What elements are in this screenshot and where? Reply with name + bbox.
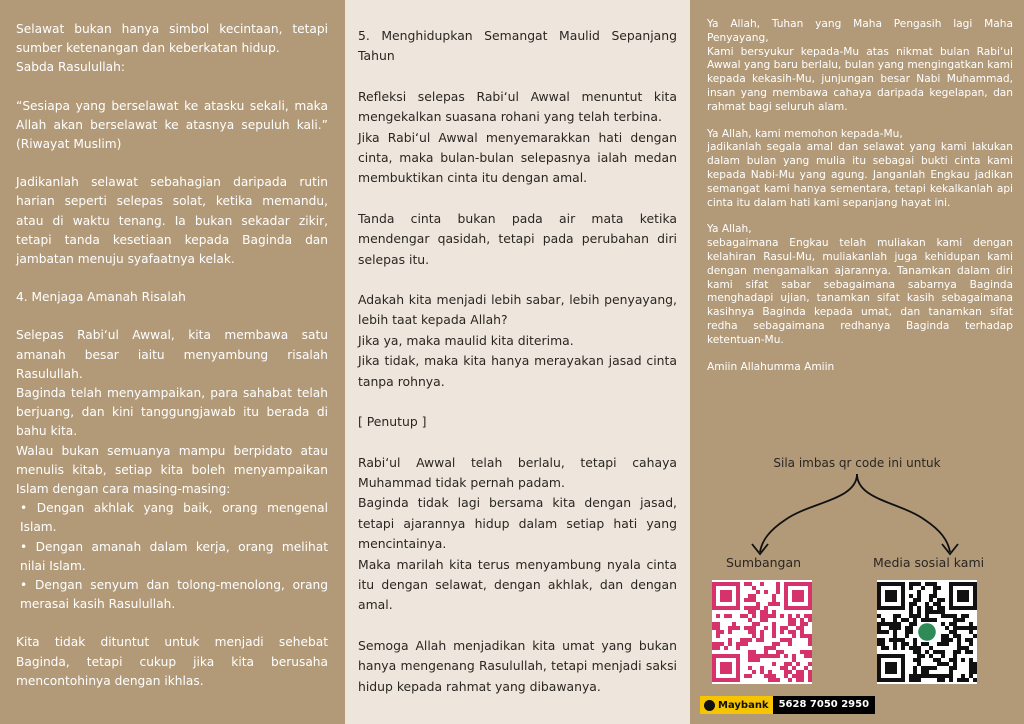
closing-heading: [ Penutup ]	[358, 414, 427, 430]
section-5-heading: 5. Menghidupkan Semangat Maulid Sepanjang Tahun	[358, 28, 677, 64]
left-paragraph-4: Baginda telah menyampaikan, para sahabat telah berjuang, dan kini tanggungjawab itu berada di bahu kita.	[16, 386, 328, 439]
doa-1-body: Kami bersyukur kepada-Mu atas nikmat bulan Rabi‘ul Awwal yang baru berlalu, bulan yang mengingatkan kami kepada kekasih-Mu, junjungan besar Nabi Muhammad, insan yang membawa cahaya daripada kegelapan, dan rahmat bagi seluruh alam.	[707, 45, 1013, 113]
middle-paragraph-1: Refleksi selepas Rabi‘ul Awwal menuntut kita mengekalkan suasana rohani yang telah terbina.	[358, 88, 677, 125]
middle-paragraph-7: Rabi‘ul Awwal telah berlalu, tetapi cahaya Muhammad tidak pernah padam.	[358, 454, 677, 490]
bullet-item: • Dengan amanah dalam kerja, orang melihat nilai Islam.	[20, 539, 328, 573]
middle-paragraph-3: Tanda cinta bukan pada air mata ketika mendengar qasidah, tetapi pada perubahan diri selepas itu.	[358, 210, 677, 267]
social-media-qr-code-icon[interactable]	[877, 580, 977, 684]
bullet-item: • Dengan senyum dan tolong-menolong, orang merasai kasih Rasulullah.	[20, 578, 328, 612]
middle-paragraph-4: Adakah kita menjadi lebih sabar, lebih penyayang, lebih taat kepada Allah?	[358, 292, 677, 328]
doa-3-opening: Ya Allah,	[707, 223, 752, 236]
hadith-quote: “Sesiapa yang berselawat ke atasku sekali, maka Allah akan berselawat ke atasnya sepuluh kali.” (Riwayat Muslim)	[16, 98, 328, 152]
amin: Amiin Allahumma Amiin	[707, 360, 835, 373]
middle-paragraph-6: Jika tidak, maka kita hanya merayakan jasad cinta tanpa rohnya.	[358, 353, 677, 389]
middle-paragraph-5: Jika ya, maka maulid kita diterima.	[358, 332, 574, 348]
qr-instruction: Sila imbas qr code ini untuk	[773, 456, 941, 470]
middle-paragraph-9: Maka marilah kita terus menyambung nyala cinta itu dengan selawat, dengan akhlak, dan dengan amal.	[358, 556, 677, 613]
left-paragraph-6: Kita tidak dituntut untuk menjadi sehebat Baginda, tetapi cukup jika kita berusaha mencontohinya dengan ikhlas.	[16, 635, 328, 688]
section-4-heading: 4. Menjaga Amanah Risalah	[16, 290, 186, 305]
bank-name: Maybank	[718, 699, 769, 711]
bullet-item: • Dengan akhlak yang baik, orang mengenal Islam.	[20, 501, 328, 535]
donation-qr-code-icon[interactable]	[712, 580, 812, 684]
account-number: 5628 7050 2950	[773, 696, 875, 714]
middle-paragraph-10: Semoga Allah menjadikan kita umat yang bukan hanya mengenang Rasulullah, tetapi menjadi saksi hidup kepada rahmat yang dibawanya.	[358, 637, 677, 694]
doa-2-body: jadikanlah segala amal dan selawat yang kami lakukan dalam bulan yang mulia itu sebagai bukti cinta kami kepada Nabi-Mu yang agung. Janganlah Engkau jadikan semangat kami hanya sementara, tetapi kekalkanlah api cinta itu dalam hati kami sepanjang hayat ini.	[707, 141, 1013, 209]
left-paragraph-1: Selawat bukan hanya simbol kecintaan, tetapi sumber ketenangan dan keberkatan hidup.	[16, 22, 328, 56]
left-panel	[0, 0, 345, 724]
doa-2-opening: Ya Allah, kami memohon kepada-Mu,	[707, 127, 903, 140]
qr-section	[690, 440, 1024, 724]
left-paragraph-2: Jadikanlah selawat sebahagian daripada rutin harian seperti selepas solat, ketika memandu, atau di waktu tenang. Ia bukan sekadar zikir, tetapi tanda kesetiaan kepada Baginda dan jambatan menuju syafaatnya kelak.	[16, 175, 328, 267]
middle-paragraph-2: Jika Rabi‘ul Awwal menyemarakkan hati dengan cinta, maka bulan-bulan selepasnya ialah medan membuktikan cinta itu dengan amal.	[358, 129, 677, 186]
maybank-logo	[700, 696, 773, 714]
donation-label: Sumbangan	[726, 555, 802, 570]
left-paragraph-5: Walau bukan semuanya mampu berpidato atau menulis kitab, setiap kita boleh menyampaikan Islam dengan cara masing-masing:	[16, 443, 328, 497]
maybank-tiger-icon	[704, 700, 715, 711]
left-paragraph-3: Selepas Rabi‘ul Awwal, kita membawa satu amanah besar iaitu menyambung risalah Rasulullah.	[16, 328, 328, 381]
doa-3-body: sebagaimana Engkau telah muliakan kami dengan kelahiran Rasul-Mu, muliakanlah juga kehidupan kami dengan mengamalkan ajarannya. Tanamkan dalam diri kami sifat sabar sebagaimana sabarnya Baginda menghadapi ujian, tanamkan sifat kasih sebagaimana kasihnya Baginda kepada umat, dan tanamkan sifat redha sebagaimana redhanya Baginda terhadap ketentuan-Mu.	[707, 237, 1013, 346]
doa-1-opening: Ya Allah, Tuhan yang Maha Pengasih lagi Maha Penyayang,	[707, 18, 1013, 44]
bank-info	[700, 694, 875, 716]
middle-paragraph-8: Baginda tidak lagi bersama kita dengan jasad, tetapi ajarannya hidup dalam setiap hati yang mencintainya.	[358, 495, 677, 552]
middle-panel	[345, 0, 690, 724]
left-paragraph-1b: Sabda Rasulullah:	[16, 60, 125, 75]
social-media-label: Media sosial kami	[873, 555, 985, 570]
